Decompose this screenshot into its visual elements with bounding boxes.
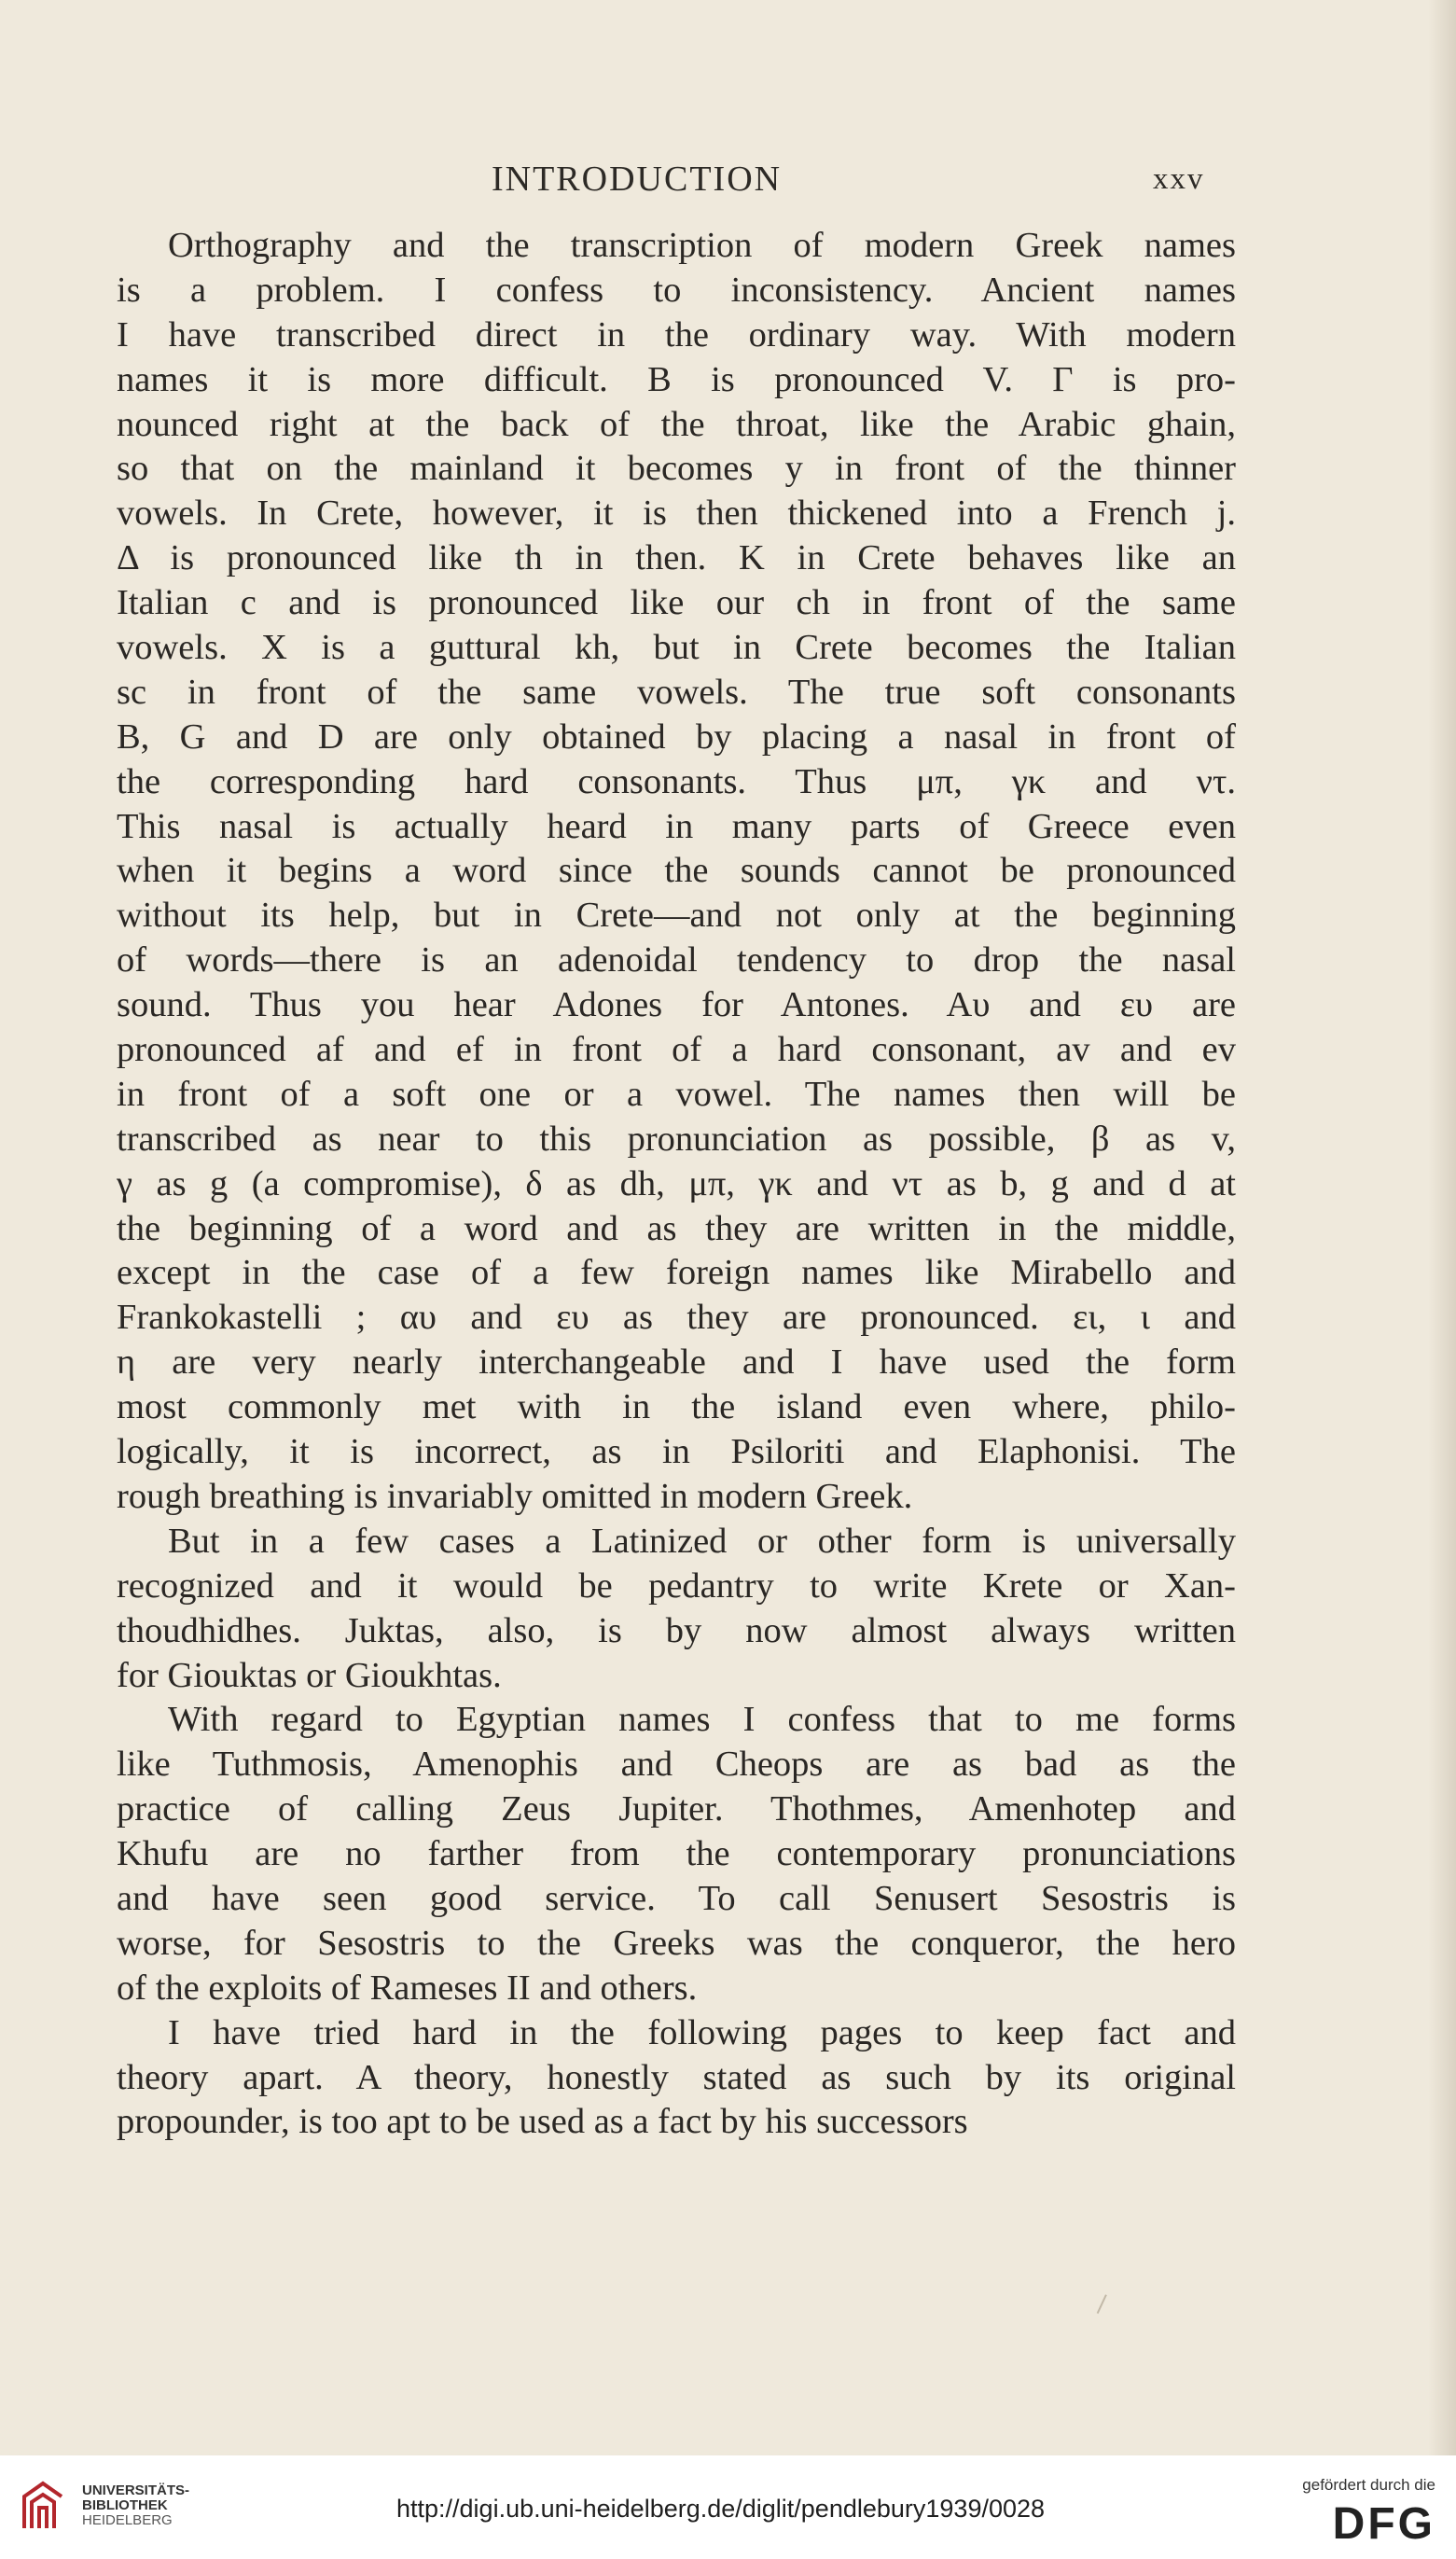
text-line: γ as g (a compromise), δ as dh, μπ, γκ and ντ as b, g and d at (117, 1163, 1236, 1203)
text-line: η are very nearly interchangeable and I have used the form (117, 1342, 1236, 1383)
footer-bar (0, 2455, 1456, 2559)
text-line: recognized and it would be pedantry to write Krete or Xan- (117, 1565, 1236, 1606)
page-edge-shadow (1428, 0, 1456, 2455)
text-line: logically, it is incorrect, as in Psiloriti and Elaphonisi. The (117, 1432, 1236, 1472)
text-line: in front of a soft one or a vowel. The names then will be (117, 1074, 1236, 1114)
text-line: Khufu are no farther from the contemporary pronunciations (117, 1834, 1236, 1874)
library-name-line3: HEIDELBERG (82, 2512, 173, 2528)
text-line: Frankokastelli ; αυ and ευ as they are pronounced. ει, ι and (117, 1298, 1236, 1338)
text-line: for Giouktas or Gioukhtas. (117, 1655, 502, 1695)
text-line: names it is more difficult. B is pronounced V. Γ is pro- (117, 359, 1236, 399)
page-number: xxv (1153, 162, 1205, 196)
text-line: sc in front of the same vowels. The true soft consonants (117, 672, 1236, 712)
running-head (0, 159, 1456, 205)
text-line: pronounced af and ef in front of a hard consonant, av and ev (117, 1030, 1236, 1070)
text-line: practice of calling Zeus Jupiter. Thothmes, Amenhotep and (117, 1789, 1236, 1829)
text-line: without its help, but in Crete—and not only at the beginning (117, 896, 1236, 936)
text-line: This nasal is actually heard in many parts of Greece even (117, 806, 1236, 846)
paragraph-container (117, 224, 1236, 2145)
text-line: propounder, is too apt to be used as a fact by his successors (117, 2102, 968, 2142)
library-name-line2: BIBLIOTHEK (82, 2497, 168, 2513)
text-line: I have transcribed direct in the ordinary way. With modern (117, 314, 1236, 355)
text-line: Italian c and is pronounced like our ch in front of the same (117, 583, 1236, 623)
text-line: With regard to Egyptian names I confess that to me forms (168, 1700, 1236, 1740)
text-line: B, G and D are only obtained by placing a nasal in front of (117, 716, 1236, 757)
pencil-mark (1097, 2294, 1113, 2316)
library-name (82, 2483, 189, 2528)
library-name-line1: UNIVERSITÄTS- (82, 2483, 190, 2498)
text-line: I have tried hard in the following pages to keep fact and (168, 2012, 1236, 2052)
text-line: Orthography and the transcription of modern Greek names (168, 226, 1236, 265)
text-line: thoudhidhes. Juktas, also, is by now almost always written (117, 1610, 1236, 1650)
text-line: the corresponding hard consonants. Thus μπ, γκ and ντ. (117, 761, 1236, 801)
text-line: when it begins a word since the sounds cannot be pronounced (117, 851, 1236, 891)
permalink-url[interactable]: http://digi.ub.uni-heidelberg.de/diglit/pendlebury1939/0028 (396, 2495, 1046, 2523)
text-line: so that on the mainland it becomes y in front of the thinner (117, 449, 1236, 489)
text-line: sound. Thus you hear Adones for Antones. Aυ and ευ are (117, 985, 1236, 1025)
text-line: vowels. In Crete, however, it is then thickened into a French j. (117, 494, 1236, 534)
text-line: like Tuthmosis, Amenophis and Cheops are as bad as the (117, 1745, 1236, 1785)
text-line: worse, for Sesostris to the Greeks was the conqueror, the hero (117, 1923, 1236, 1963)
body-text (117, 224, 1236, 2145)
text-line: of words—there is an adenoidal tendency to drop the nasal (117, 940, 1236, 980)
text-line: rough breathing is invariably omitted in modern Greek. (117, 1476, 913, 1516)
dfg-logo-icon: DFG (1332, 2499, 1435, 2549)
text-line: of the exploits of Rameses II and others. (117, 1968, 698, 2008)
text-line: except in the case of a few foreign names like Mirabello and (117, 1253, 1236, 1293)
text-line: Δ is pronounced like th in then. K in Crete behaves like an (117, 538, 1236, 578)
text-line: But in a few cases a Latinized or other form is universally (168, 1521, 1236, 1561)
funding-label: gefördert durch die (1302, 2476, 1435, 2494)
text-line: is a problem. I confess to inconsistency. Ancient names (117, 270, 1236, 310)
text-line: most commonly met with in the island even where, philo- (117, 1387, 1236, 1427)
text-line: and have seen good service. To call Senusert Sesostris is (117, 1878, 1236, 1918)
text-line: the beginning of a word and as they are written in the middle, (117, 1208, 1236, 1248)
running-title: INTRODUCTION (492, 160, 783, 199)
library-logo-icon (19, 2478, 67, 2534)
text-line: nounced right at the back of the throat, like the Arabic ghain, (117, 404, 1236, 444)
text-line: theory apart. A theory, honestly stated as such by its original (117, 2057, 1236, 2097)
text-line: transcribed as near to this pronunciation as possible, β as v, (117, 1119, 1236, 1159)
text-line: vowels. X is a guttural kh, but in Crete becomes the Italian (117, 628, 1236, 668)
